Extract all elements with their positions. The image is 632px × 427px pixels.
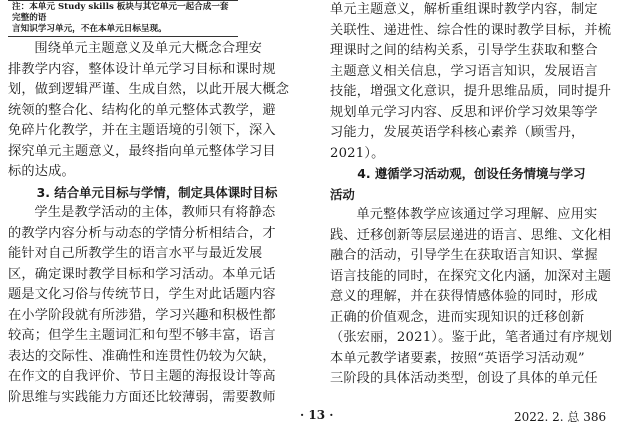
paragraph-lesson-objectives xyxy=(330,0,628,164)
text-line: 能针对自己所教学生的语言水平与最近发展 xyxy=(8,246,263,261)
paragraph-unit-theme xyxy=(8,39,306,183)
text-line: 阶思维与实践能力方面还比较薄弱，需要教师 xyxy=(8,389,276,405)
text-line: 题是文化习俗与传统节日，学生对此话题内容 xyxy=(8,287,276,302)
text-line: 关联性、递进性、综合性的课时教学目标，并梳 xyxy=(330,22,612,38)
text-line: 主题意义相关信息，学习语言知识，发展语言 xyxy=(330,63,598,79)
text-line: 融合的活动，引导学生在获取语言知识、掌握 xyxy=(330,248,598,263)
text-line: 单元主题意义，解析重组课时教学内容，制定 xyxy=(330,2,598,17)
paragraph-learner-analysis xyxy=(8,203,306,408)
text-line: （张宏丽，2021）。鉴于此，笔者通过有序规划 xyxy=(330,330,613,345)
text-line: 践、迁移创新等层层递进的语言、思维、文化相 xyxy=(330,227,612,243)
text-line: 习能力，发展英语学科核心素养（顾雪丹， xyxy=(330,125,585,140)
left-column xyxy=(8,0,306,408)
text-line: 在小学阶段就有所涉猎，学习兴趣和积极性都 xyxy=(8,307,276,323)
unit-note xyxy=(8,0,238,37)
text-line: 语言技能的同时，在探究文化内涵，加深对主题 xyxy=(330,268,612,284)
text-line: 探究单元主题意义，最终指向单元整体学习目 xyxy=(8,143,276,159)
section-heading-4 xyxy=(330,164,628,205)
note-line: 注：本单元 Study skills 板块与其它单元一起合成一套完整的语 xyxy=(12,2,229,23)
heading-line: 活动 xyxy=(330,186,355,202)
heading-line: 4. 遵循学习活动观，创设任务情境与学习 xyxy=(357,166,586,181)
text-line: 的教学内容分析与动态的学情分析相结合，才 xyxy=(8,225,276,241)
text-line: 2021）。 xyxy=(330,145,385,161)
right-column xyxy=(330,0,628,390)
text-line: 围绕单元主题意义及单元大概念合理安 xyxy=(34,41,262,56)
text-line: 理课时之间的结构关系，引导学生获取和整合 xyxy=(330,43,598,58)
text-line: 意义的理解，并在获得情感体验的同时，形成 xyxy=(330,289,598,304)
text-line: 区，确定课时教学目标和学习活动。本单元话 xyxy=(8,266,276,282)
text-line: 表达的交际性、准确性和连贯性仍较为欠缺， xyxy=(8,348,276,364)
text-line: 在作文的自我评价、节日主题的海报设计等高 xyxy=(8,369,276,384)
text-line: 规划单元学习内容、反思和评价学习效果等学 xyxy=(330,104,598,120)
text-line: 免碎片化教学，并在主题语境的引领下，深入 xyxy=(8,123,276,138)
text-line: 技能，增强文化意识，提升思维品质，同时提升 xyxy=(330,84,612,99)
note-line: 言知识学习单元，不在本单元日标呈现。 xyxy=(12,24,167,34)
paragraph-activity-view xyxy=(330,205,628,390)
text-line: 统领的整合化、结构化的单元整体式教学，避 xyxy=(8,102,276,118)
text-line: 学生是教学活动的主体，教师只有将静态 xyxy=(34,205,276,220)
text-line: 正确的价值观念，进而实现知识的迁移创新 xyxy=(330,309,585,325)
section-heading-3: 3. 结合单元目标与学情，制定具体课时目标 xyxy=(36,184,278,200)
issue-label: 2022. 2. 总 386 xyxy=(514,410,607,424)
text-line: 较高；但学生主题词汇和句型不够丰富，语言 xyxy=(8,328,276,343)
text-line: 排教学内容，整体设计单元学习目标和课时规 xyxy=(8,61,276,77)
text-line: 三阶段的具体活动类型，创设了具体的单元任 xyxy=(330,371,598,386)
text-line: 本单元教学诸要素，按照“英语学习活动观” xyxy=(330,350,585,366)
text-line: 划，做到逻辑严谨、生成自然，以此开展大概念 xyxy=(8,82,290,97)
text-line: 标的达成。 xyxy=(8,164,75,179)
page-number: · 13 · xyxy=(300,408,334,422)
text-line: 单元整体教学应该通过学习理解、应用实 xyxy=(356,207,598,222)
